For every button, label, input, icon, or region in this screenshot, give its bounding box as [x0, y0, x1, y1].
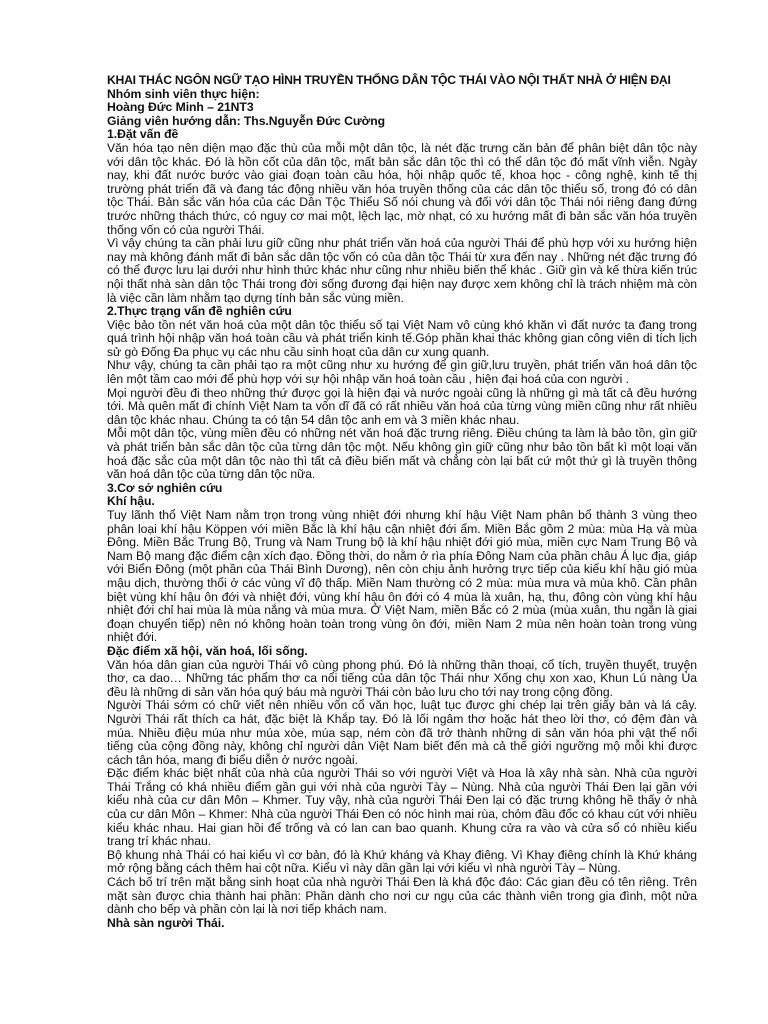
paragraph: Như vậy, chúng ta cần phải tạo ra một cũng như xu hướng để gìn giữ,lưu truyền, phát triển văn hoá dân tộc lên một tầm cao mới để phù hợp với sự hội nhập văn hoá toàn cầu , hiện đại hoá của con người . — [107, 358, 697, 387]
paragraph: Mỗi một dân tộc, vùng miền đều có những nét văn hoá đặc trưng riêng. Điều chúng ta làm là bảo tồn, gìn giữ và phát triển bản sắc dân tộc của từng dân tộc một. Nếu không gìn giữ cũng như bảo tồn bất kì một loại văn hoá đặc sắc của một dân tộc nào thì tất cả điều biến mất và chẳng còn lại bất cứ một thứ gì là truyền thông văn hoá dân tộc của từng dân tộc nữa. — [107, 426, 697, 482]
subsection-heading: Nhà sàn người Thái. — [107, 915, 225, 930]
paragraph: Văn hóa dân gian của người Thái vô cùng phong phú. Đó là những thần thoại, cổ tích, truyền thuyết, truyện thơ, ca dao… Những tác phẩm thơ ca nổi tiếng của dân tộc Thái như Xống chụ xon xao, Khun Lú nàng Ủa đều là những di sản văn hóa quý báu mà người Thái còn bảo lưu cho tới nay trong cộng đồng. — [107, 657, 697, 699]
document-title: KHAI THÁC NGÔN NGỮ TẠO HÌNH TRUYỀN THỐNG DÂN TỘC THÁI VÀO NỘI THẤT NHÀ Ở HIỆN ĐẠI — [107, 73, 671, 87]
paragraph: Cách bố trí trên mặt bằng sinh hoạt của nhà người Thái Đen là khá độc đáo: Các gian đều có tên riêng. Trên mặt sàn được chia thành hai phần: Phần dành cho nơi cư ngụ của các thành viên trong gia đình, một nửa dành cho bếp và phần còn lại là nơi tiếp khách nam. — [107, 875, 697, 917]
paragraph: Văn hóa tạo nên diện mạo đặc thù của mỗi một dân tộc, là nét đặc trưng căn bản để phân biệt dân tộc này với dân tộc khác. Đó là hồn cốt của dân tộc, mất bản sắc dân tộc thì có thể dân tộc đó mất vĩnh viễn. Ngày nay, khi đất nước bước vào giai đoạn toàn cầu hóa, hội nhập quốc tế, khoa học - công nghệ, kinh tế thị trường phát triển đã và đang tác động nhiều văn hóa truyền thống của các dân tộc thiểu số, trong đó có dân tộc Thái. Bản sắc văn hóa của các Dân Tộc Thiểu Số nói chung và đối với dân tộc Thái nói riêng đang đứng trước những thách thức, có nguy cơ mai một, lệch lạc, mờ nhạt, có xu hướng mất đi bản sắc văn hóa truyền thống vốn có của người Thái. — [107, 140, 697, 237]
student-name: Hoàng Đức Minh – 21NT3 — [107, 100, 254, 115]
paragraph: Bộ khung nhà Thái có hai kiểu vì cơ bản, đó là Khứ kháng và Khay điêng. Vì Khay điêng chính là Khứ kháng mở rộng bằng cách thêm hai cột nữa. Kiểu vì này dần gần lại với kiểu vì nhà người Tày – Nùng. — [107, 847, 697, 876]
section-heading: 2.Thực trạng vấn đề nghiên cứu — [107, 304, 292, 319]
paragraph: Việc bảo tồn nét văn hoá của một dân tộc thiểu số tại Việt Nam vô cùng khó khăn vì đất nước ta đang trong quá trình hội nhập văn hoá toàn cầu và phát triển kinh tế.Góp phần khai thác không gian công viên di tích lịch sử gò Đống Đa phục vụ các nhu cầu sinh hoạt của dân cư xung quanh. — [107, 317, 697, 359]
paragraph: Mọi người đều đi theo những thứ được gọi là hiện đại và nước ngoài cũng là những gì mà tất cả đều hướng tới. Mà quên mất đi chính Việt Nam ta vốn dĩ đã có rất nhiều văn hoá của từng vùng miền cũng như rất nhiều dân tộc khác nhau. Chúng ta có tận 54 dân tộc anh em và 3 miền khác nhau. — [107, 385, 697, 427]
paragraph: Người Thái sớm có chữ viết nên nhiều vốn cổ văn học, luật tục được ghi chép lại trên giấy bản và lá cây. Người Thái rất thích ca hát, đặc biệt là Khắp tay. Đó là lối ngâm thơ hoặc hát theo lời thơ, có đệm đàn và múa. Nhiều điệu múa như múa xòe, múa sạp, ném còn đã trở thành những di sản văn hóa phi vật thể nổi tiếng của cộng đồng này, không chỉ người dân Việt Nam biết đến mà cả thế giới ngưỡng mộ mỗi khi được cách tân hóa, mang đi biểu diễn ở nước ngoài. — [107, 698, 697, 767]
subsection-heading: Đặc điểm xã hội, văn hoá, lối sống. — [107, 643, 308, 658]
section-heading: 1.Đặt vấn đề — [107, 127, 179, 142]
document-body — [107, 74, 697, 930]
section-heading: 3.Cơ sở nghiên cứu — [107, 480, 223, 495]
students-label: Nhóm sinh viên thực hiện: — [107, 86, 260, 101]
paragraph: Đặc điểm khác biệt nhất của nhà của người Thái so với người Việt và Hoa là xây nhà sàn. Nhà của người Thái Trắng có khá nhiều điểm gần gụi với nhà của người Tày – Nùng. Nhà của người Thái Đen lại gần với kiểu nhà của cư dân Môn – Khmer. Tuy vậy, nhà của người Thái Đen lại có đặc trưng không hề thấy ở nhà của cư dân Môn – Khmer: Nhà của người Thái Đen có nóc hình mai rùa, chỏm đầu đốc có khau cút với nhiều kiểu khác nhau. Hai gian hồi để trống và có lan can bao quanh. Khung cửa ra vào và cửa sổ có nhiều kiểu trang trí khác nhau. — [107, 766, 697, 849]
paragraph: Tuy lãnh thổ Việt Nam nằm trọn trong vùng nhiệt đới nhưng khí hậu Việt Nam phân bổ thành 3 vùng theo phân loại khí hậu Köppen với miền Bắc là khí hậu cận nhiệt đới ẩm. Miền Bắc gồm 2 mùa: mùa Hạ và mùa Đông. Miền Bắc Trung Bộ, Trung và Nam Trung bộ là khí hậu nhiệt đới gió mùa, miền cực Nam Trung Bộ và Nam Bộ mang đặc điểm cận xích đạo. Đồng thời, do nằm ở rìa phía Đông Nam của phần châu Á lục địa, giáp với Biển Đông (một phần của Thái Bình Dương), nên còn chịu ảnh hưởng trực tiếp của kiểu khí hậu gió mùa mậu dịch, thường thổi ở các vùng vĩ độ thấp. Miền Nam thường có 2 mùa: mùa mưa và mùa khô. Cần phân biệt vùng khí hậu ôn đới và nhiệt đới, vùng khí hậu ôn đới có 4 mùa là xuân, hạ, thu, đông còn vùng khí hậu nhiệt đới chỉ hai mùa là mùa nắng và mùa mưa. Ở Việt Nam, miền Bắc có 2 mùa (mùa xuân, thu ngắn là giai đoạn chuyển tiếp) nên nó không hoàn toàn trong vùng ôn đới, miền Nam 2 mùa nên hoàn toàn trong vùng nhiệt đới. — [107, 508, 697, 645]
paragraph: Vì vậy chúng ta cần phải lưu giữ cũng như phát triển văn hoá của người Thái để phù hợp với xu hướng hiện nay mà không đánh mất đi bản sắc dân tộc vốn có của dân tộc Thái từ xưa đến nay . Những nét đặc trưng đó có thể được lưu lại dưới như hình thức khác như cũng như nhiều biến thể khác . Giữ gìn và kế thừa kiến trúc nội thất nhà sàn dân tộc Thái trong đời sống đương đại hiện nay được xem không chỉ là trách nhiệm mà còn là việc cần làm nhằm tạo dựng tính bản sắc vùng miền. — [107, 236, 697, 305]
subsection-heading: Khí hậu. — [107, 494, 155, 509]
advisor-name: Giảng viên hướng dẫn: Ths.Nguyễn Đức Cường — [107, 113, 386, 128]
